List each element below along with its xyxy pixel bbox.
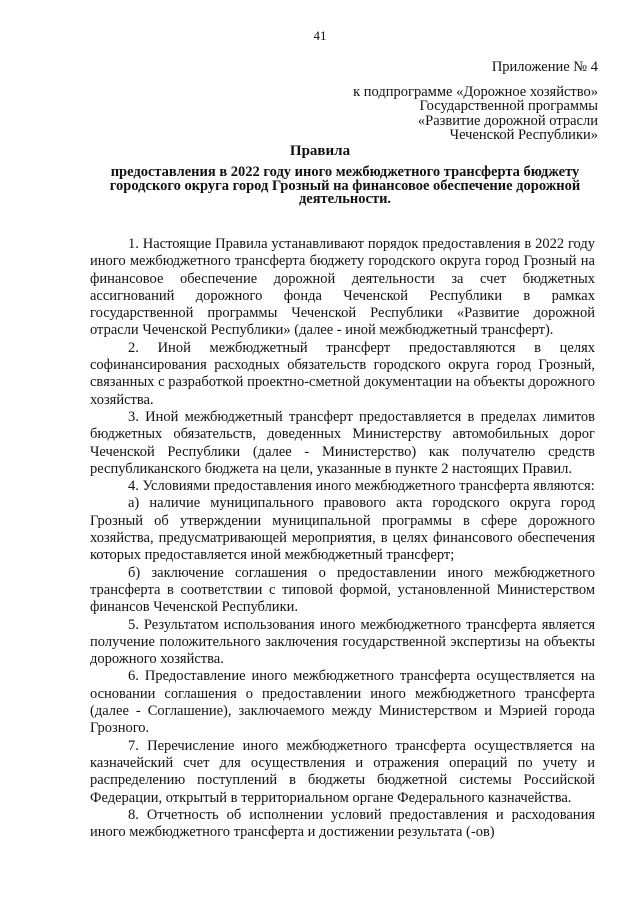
appendix-line: «Развитие дорожной отрасли [417,112,598,129]
appendix-header [298,60,598,143]
paragraph-7: 7. Перечисление иного межбюджетного трансферта осуществляется на казначейский счет для осуществления и отражения операций по учету и распределению поступлений в бюджеты бюджетной системы Российской Федерации, открытый в территориальном органе Федерального казначейства. [90,737,595,806]
paragraph-3: 3. Иной межбюджетный трансферт предоставляется в пределах лимитов бюджетных обязательств, доведенных Министерству автомобильных дорог Чеченской Республики (далее - Министерство) как получателю средств республиканского бюджета на цели, указанные в пункте 2 настоящих Правил. [90,408,595,477]
document-body [90,236,595,841]
document-subtitle: предоставления в 2022 году иного межбюджетного трансферта бюджету городского округа город Грозный на финансовое обеспечение дорожной деятельности. [109,164,581,207]
document-title: Правила [289,143,351,159]
paragraph-2: 2. Иной межбюджетный трансферт предоставляются в целях софинансирования расходных обязательств городского округа город Грозный, связанных с разработкой проектно-сметной документации на объекты дорожного хозяйства. [90,339,595,408]
appendix-line: к подпрограмме «Дорожное хозяйство» [353,83,598,100]
paragraph-8: 8. Отчетность об исполнении условий предоставления и расходования иного межбюджетного трансферта и достижении результата (-ов) [90,806,595,841]
appendix-title: Приложение № 4 [491,59,598,75]
paragraph-4: 4. Условиями предоставления иного межбюджетного трансферта являются: [128,478,595,495]
paragraph-4b: б) заключение соглашения о предоставлении иного межбюджетного трансферта в соответствии с типовой формой, установленной Министерством финансов Чеченской Республики. [90,564,595,616]
appendix-line: Чеченской Республики» [449,127,598,143]
appendix-line: Государственной программы [419,98,598,114]
paragraph-4a: а) наличие муниципального правового акта городского округа город Грозный об утверждении муниципальной программы в сфере дорожного хозяйства, предусматривающей мероприятия, в целях финансового обеспечения которых предоставляется иной межбюджетный трансферт; [90,495,595,564]
page-number: 41 [313,28,327,43]
paragraph-5: 5. Результатом использования иного межбюджетного трансферта является получение положительного заключения государственной экспертизы на объекты дорожного хозяйства. [90,616,595,668]
paragraph-6: 6. Предоставление иного межбюджетного трансферта осуществляется на основании соглашения о предоставлении иного межбюджетного трансферта (далее - Соглашение), заключаемого между Министерством и Мэрией города Грозного. [90,668,595,737]
paragraph-1: 1. Настоящие Правила устанавливают порядок предоставления в 2022 году иного межбюджетного трансферта бюджету городского округа город Грозный на финансовое обеспечение дорожной деятельности за счет бюджетных ассигнований дорожного фонда Чеченской Республики в рамках государственной программы Чеченской Республики «Развитие дорожной отрасли Чеченской Республики» (далее - иной межбюджетный трансферт). [90,236,595,339]
